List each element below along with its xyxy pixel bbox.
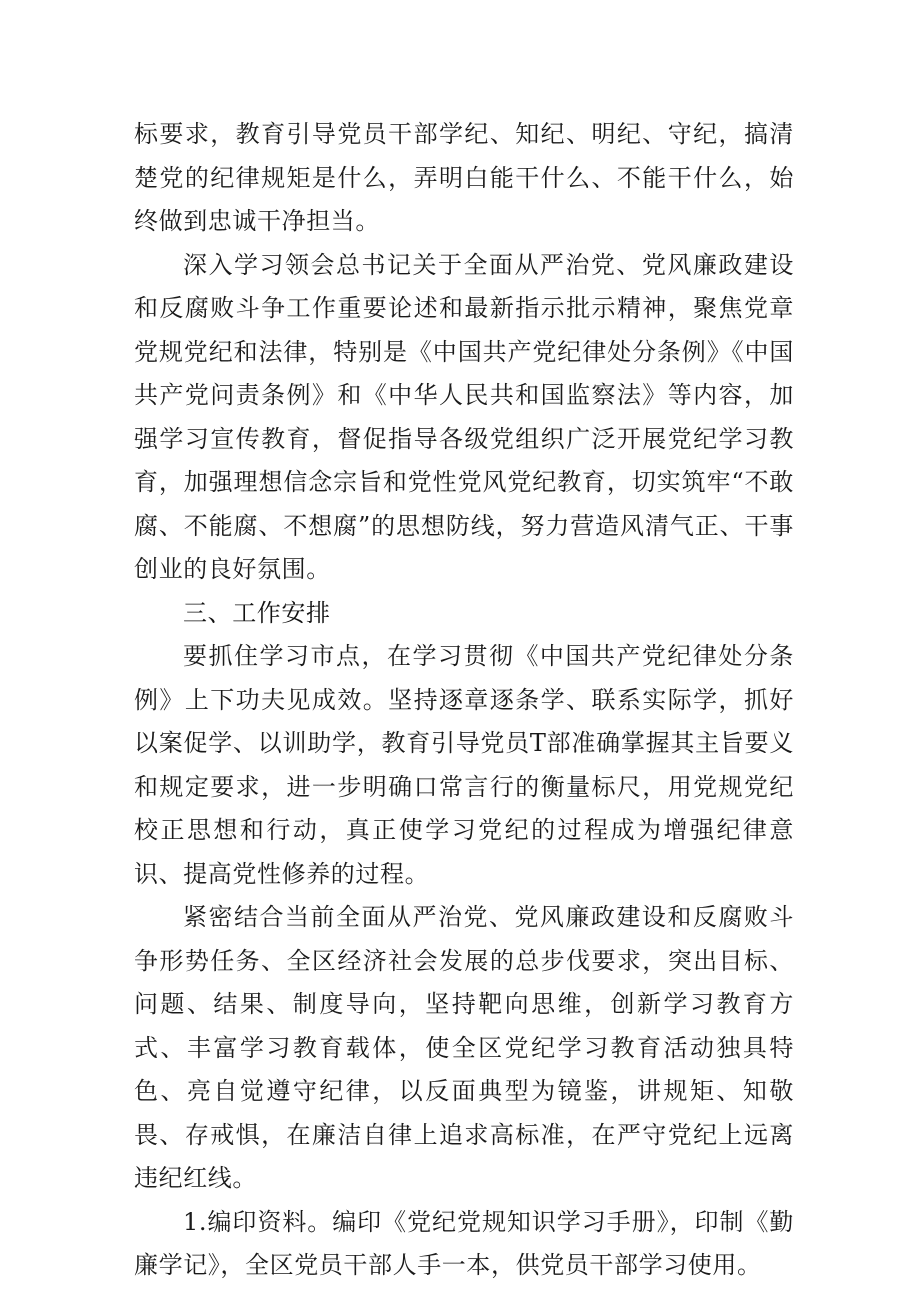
paragraph-study-guidance: 深入学习领会总书记关于全面从严治党、党风廉政建设和反腐败斗争工作重要论述和最新指示批示精神，聚焦党章党规党纪和法律，特别是《中国共产党纪律处分条例》《中国共产党问责条例》和《中华人民共和国监察法》等内容，加强学习宣传教育，督促指导各级党组织广泛开展党纪学习教育，加强理想信念宗旨和党性党风党纪教育，切实筑牢“不敢腐、不能腐、不想腐”的思想防线，努力营造风清气正、干事创业的良好氛围。: [134, 250, 794, 583]
paragraph-integration: 紧密结合当前全面从严治党、党风廉政建设和反腐败斗争形势任务、全区经济社会发展的总步伐要求，突出目标、问题、结果、制度导向，坚持靶向思维，创新学习教育方式、丰富学习教育载体，使全区党纪学习教育活动独具特色、亮自觉遵守纪律，以反面典型为镜鉴，讲规矩、知敬畏、存戒惧，在廉洁自律上追求高标准，在严守党纪上远离违纪红线。: [134, 903, 794, 1192]
paragraph-item-compile-materials: 1.编印资料。编印《党纪党规知识学习手册》，印制《勤廉学记》，全区党员干部人手一本，供党员干部学习使用。: [134, 1207, 794, 1279]
section-heading-work-arrangement: 三、工作安排: [183, 598, 331, 627]
paragraph-key-points: 要抓住学习市点，在学习贯彻《中国共产党纪律处分条例》上下功夫见成效。坚持逐章逐条学、联系实际学，抓好以案促学、以训助学，教育引导党员T部准确掌握其主旨要义和规定要求，进一步明确口常言行的衡量标尺，用党规党纪校正思想和行动，真正使学习党纪的过程成为增强纪律意识、提高党性修养的过程。: [134, 642, 794, 888]
paragraph-continued-requirements: 标要求，教育引导党员干部学纪、知纪、明纪、守纪，搞清楚党的纪律规矩是什么，弄明白能干什么、不能干什么，始终做到忠诚干净担当。: [134, 120, 794, 235]
document-body: [134, 113, 794, 1288]
